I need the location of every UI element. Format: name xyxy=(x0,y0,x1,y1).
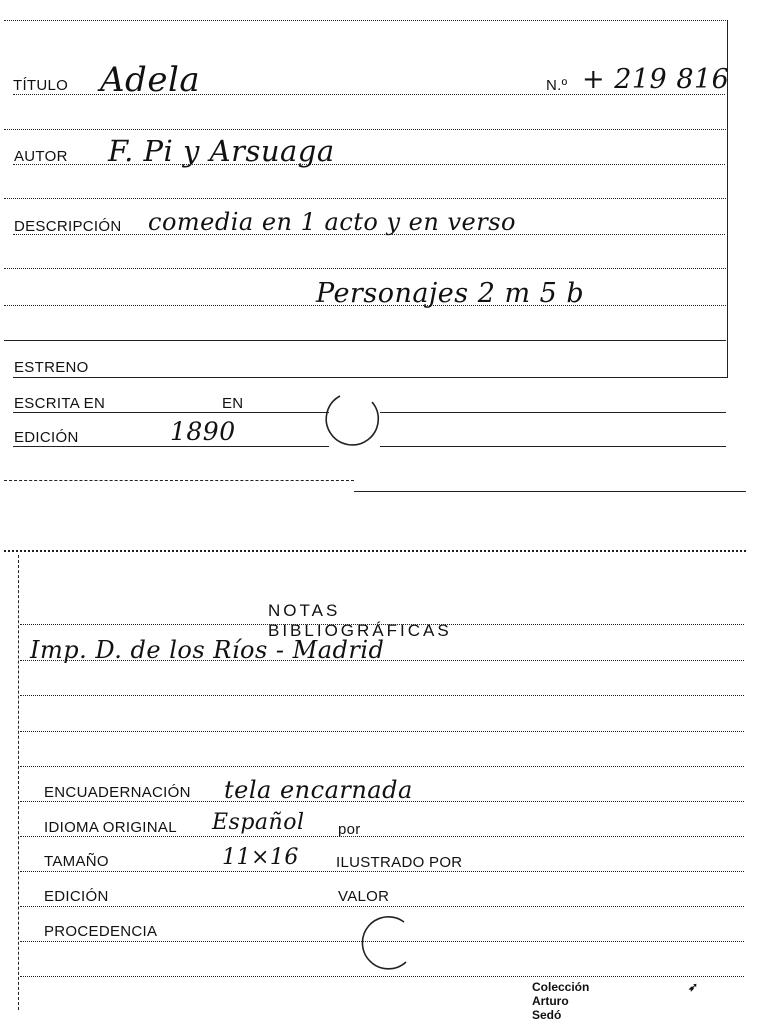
encuadernacion-label: ENCUADERNACIÓN xyxy=(44,784,191,801)
estreno-label: ESTRENO xyxy=(14,359,89,376)
valor-label: VALOR xyxy=(338,888,390,905)
card2-top-edge xyxy=(4,550,746,552)
autor-label: AUTOR xyxy=(14,148,68,165)
rule-estreno xyxy=(13,377,727,378)
tamano-label: TAMAÑO xyxy=(44,853,109,870)
rule-notas-2 xyxy=(20,695,744,696)
card-bottom-edge-right xyxy=(354,491,746,492)
rule-notas-head xyxy=(20,624,744,625)
rule-autor xyxy=(13,164,725,165)
por-label: por xyxy=(338,821,361,838)
edicion2-label: EDICIÓN xyxy=(44,888,109,905)
punch-hole-1 xyxy=(320,380,390,450)
notas-value: Imp. D. de los Ríos - Madrid xyxy=(30,636,385,664)
rule-blank-2 xyxy=(4,198,726,199)
rule-edicion-right xyxy=(380,446,726,447)
edicion-label: EDICIÓN xyxy=(14,429,79,446)
descripcion-label: DESCRIPCIÓN xyxy=(14,218,122,235)
rule-escrita-right xyxy=(380,412,726,413)
titulo-label: TÍTULO xyxy=(13,77,69,94)
titulo-value: Adela xyxy=(100,60,201,100)
rule-edicion2 xyxy=(20,906,744,907)
rule-notas-4 xyxy=(20,766,744,767)
tamano-value: 11×16 xyxy=(222,845,299,870)
descripcion-value: comedia en 1 acto y en verso xyxy=(148,208,516,236)
arrow-icon: ➶ xyxy=(688,980,699,994)
edicion-value: 1890 xyxy=(170,417,236,446)
autor-value: F. Pi y Arsuaga xyxy=(108,134,335,168)
rule-bottom xyxy=(20,976,744,977)
encuadernacion-value: tela encarnada xyxy=(224,776,413,804)
rule-notas-3 xyxy=(20,731,744,732)
rule-blank-4 xyxy=(4,305,726,306)
rule-blank-1 xyxy=(4,129,726,130)
personajes-value: Personajes 2 m 5 b xyxy=(316,278,585,309)
notas-heading: NOTAS BIBLIOGRÁFICAS xyxy=(268,601,452,640)
rule-titulo xyxy=(13,94,725,95)
numero-value: + 219 816 xyxy=(582,64,730,95)
rule-tamano xyxy=(20,871,744,872)
idioma-value: Español xyxy=(212,810,305,835)
card-bottom-edge xyxy=(4,480,354,481)
rule-descripcion xyxy=(13,234,725,235)
rule-escrita xyxy=(13,412,329,413)
ilustrado-label: ILUSTRADO POR xyxy=(336,854,463,871)
rule-blank-3 xyxy=(4,268,726,269)
punch-hole-2 xyxy=(356,910,426,980)
en-label: EN xyxy=(222,395,244,412)
collection-footer: Colección Arturo Sedó xyxy=(532,980,590,1022)
procedencia-label: PROCEDENCIA xyxy=(44,923,158,940)
card-top-edge xyxy=(4,20,726,21)
rule-edicion xyxy=(13,446,329,447)
rule-idioma xyxy=(20,836,744,837)
rule-notas-1 xyxy=(20,660,744,661)
card2-left-edge xyxy=(18,555,19,1010)
rule-blank-5 xyxy=(4,340,726,341)
rule-encuadernacion xyxy=(20,801,744,802)
numero-label: N.º xyxy=(546,77,568,94)
escrita-label: ESCRITA EN xyxy=(14,395,106,412)
idioma-label: IDIOMA ORIGINAL xyxy=(44,819,177,836)
